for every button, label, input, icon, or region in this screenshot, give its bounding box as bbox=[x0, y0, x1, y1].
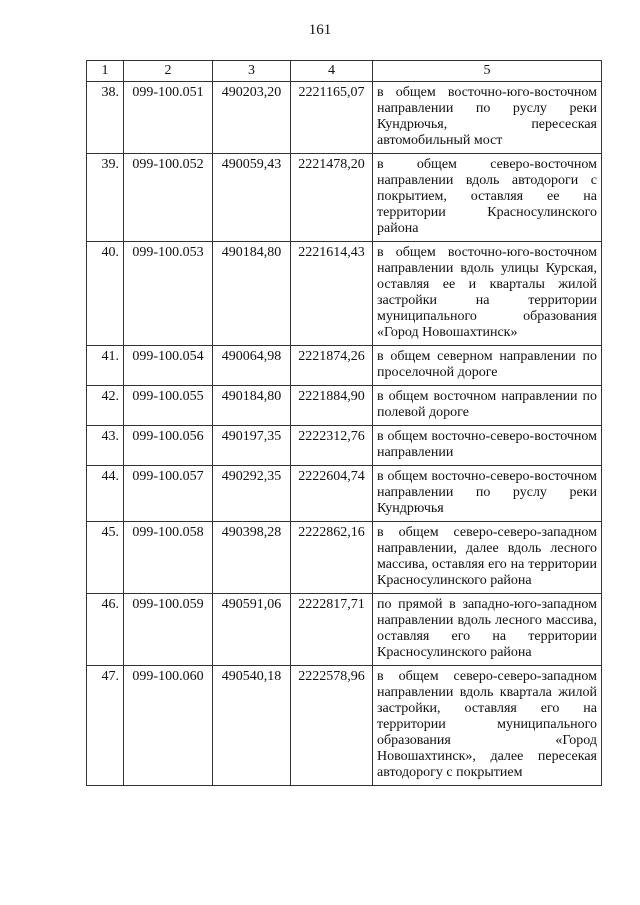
coord-x: 490292,35 bbox=[213, 466, 291, 522]
coord-x: 490398,28 bbox=[213, 522, 291, 594]
point-code: 099-100.054 bbox=[124, 346, 213, 386]
boundary-description: по прямой в западно-юго-западном направлении вдоль лесного массива, оставляя его на территории Красносулинского района bbox=[373, 594, 602, 666]
table-row bbox=[87, 594, 602, 666]
point-code: 099-100.053 bbox=[124, 242, 213, 346]
coord-y: 2221874,26 bbox=[291, 346, 373, 386]
point-code: 099-100.060 bbox=[124, 666, 213, 786]
table-row bbox=[87, 522, 602, 594]
row-number: 39. bbox=[87, 154, 124, 242]
row-number: 38. bbox=[87, 82, 124, 154]
table-row bbox=[87, 346, 602, 386]
point-code: 099-100.058 bbox=[124, 522, 213, 594]
boundary-points-table bbox=[86, 60, 602, 786]
coord-x: 490197,35 bbox=[213, 426, 291, 466]
point-code: 099-100.056 bbox=[124, 426, 213, 466]
coord-y: 2221165,07 bbox=[291, 82, 373, 154]
boundary-description: в общем северо-восточном направлении вдоль автодороги с покрытием, оставляя ее на территории Красносулинского района bbox=[373, 154, 602, 242]
row-number: 43. bbox=[87, 426, 124, 466]
row-number: 42. bbox=[87, 386, 124, 426]
coord-y: 2222862,16 bbox=[291, 522, 373, 594]
header-cell-5: 5 bbox=[373, 61, 602, 82]
point-code: 099-100.057 bbox=[124, 466, 213, 522]
row-number: 45. bbox=[87, 522, 124, 594]
header-cell-4: 4 bbox=[291, 61, 373, 82]
boundary-description: в общем восточном направлении по полевой дороге bbox=[373, 386, 602, 426]
point-code: 099-100.055 bbox=[124, 386, 213, 426]
coord-x: 490064,98 bbox=[213, 346, 291, 386]
coord-x: 490540,18 bbox=[213, 666, 291, 786]
table-row bbox=[87, 82, 602, 154]
point-code: 099-100.059 bbox=[124, 594, 213, 666]
header-cell-2: 2 bbox=[124, 61, 213, 82]
boundary-description: в общем северо-северо-западном направлении, далее вдоль лесного массива, оставляя его на территории Красносулинского района bbox=[373, 522, 602, 594]
table-header-row bbox=[87, 61, 602, 82]
boundary-description: в общем северо-северо-западном направлении вдоль квартала жилой застройки, оставляя его на территории муниципального образования «Город Новошахтинск», далее пересекая автодорогу с покрытием bbox=[373, 666, 602, 786]
boundary-description: в общем восточно-юго-восточном направлении по руслу реки Кундрючья, пересеская автомобильный мост bbox=[373, 82, 602, 154]
table-row bbox=[87, 242, 602, 346]
row-number: 44. bbox=[87, 466, 124, 522]
coord-y: 2221478,20 bbox=[291, 154, 373, 242]
table-row bbox=[87, 666, 602, 786]
coord-y: 2221884,90 bbox=[291, 386, 373, 426]
header-cell-3: 3 bbox=[213, 61, 291, 82]
boundary-description: в общем восточно-северо-восточном направлении по руслу реки Кундрючья bbox=[373, 466, 602, 522]
coord-x: 490203,20 bbox=[213, 82, 291, 154]
table-row bbox=[87, 426, 602, 466]
point-code: 099-100.052 bbox=[124, 154, 213, 242]
coord-x: 490059,43 bbox=[213, 154, 291, 242]
boundary-description: в общем восточно-юго-восточном направлении вдоль улицы Курская, оставляя ее и кварталы жилой застройки на территории муниципального образования «Город Новошахтинск» bbox=[373, 242, 602, 346]
boundary-description: в общем восточно-северо-восточном направлении bbox=[373, 426, 602, 466]
table-row bbox=[87, 466, 602, 522]
coord-x: 490184,80 bbox=[213, 242, 291, 346]
coord-y: 2222604,74 bbox=[291, 466, 373, 522]
row-number: 46. bbox=[87, 594, 124, 666]
header-cell-1: 1 bbox=[87, 61, 124, 82]
coord-y: 2222312,76 bbox=[291, 426, 373, 466]
coord-x: 490184,80 bbox=[213, 386, 291, 426]
coord-y: 2222578,96 bbox=[291, 666, 373, 786]
coord-x: 490591,06 bbox=[213, 594, 291, 666]
coord-y: 2222817,71 bbox=[291, 594, 373, 666]
table-row bbox=[87, 154, 602, 242]
row-number: 47. bbox=[87, 666, 124, 786]
row-number: 40. bbox=[87, 242, 124, 346]
coord-y: 2221614,43 bbox=[291, 242, 373, 346]
table-row bbox=[87, 386, 602, 426]
row-number: 41. bbox=[87, 346, 124, 386]
page-number: 161 bbox=[308, 22, 332, 38]
boundary-description: в общем северном направлении по проселочной дороге bbox=[373, 346, 602, 386]
point-code: 099-100.051 bbox=[124, 82, 213, 154]
